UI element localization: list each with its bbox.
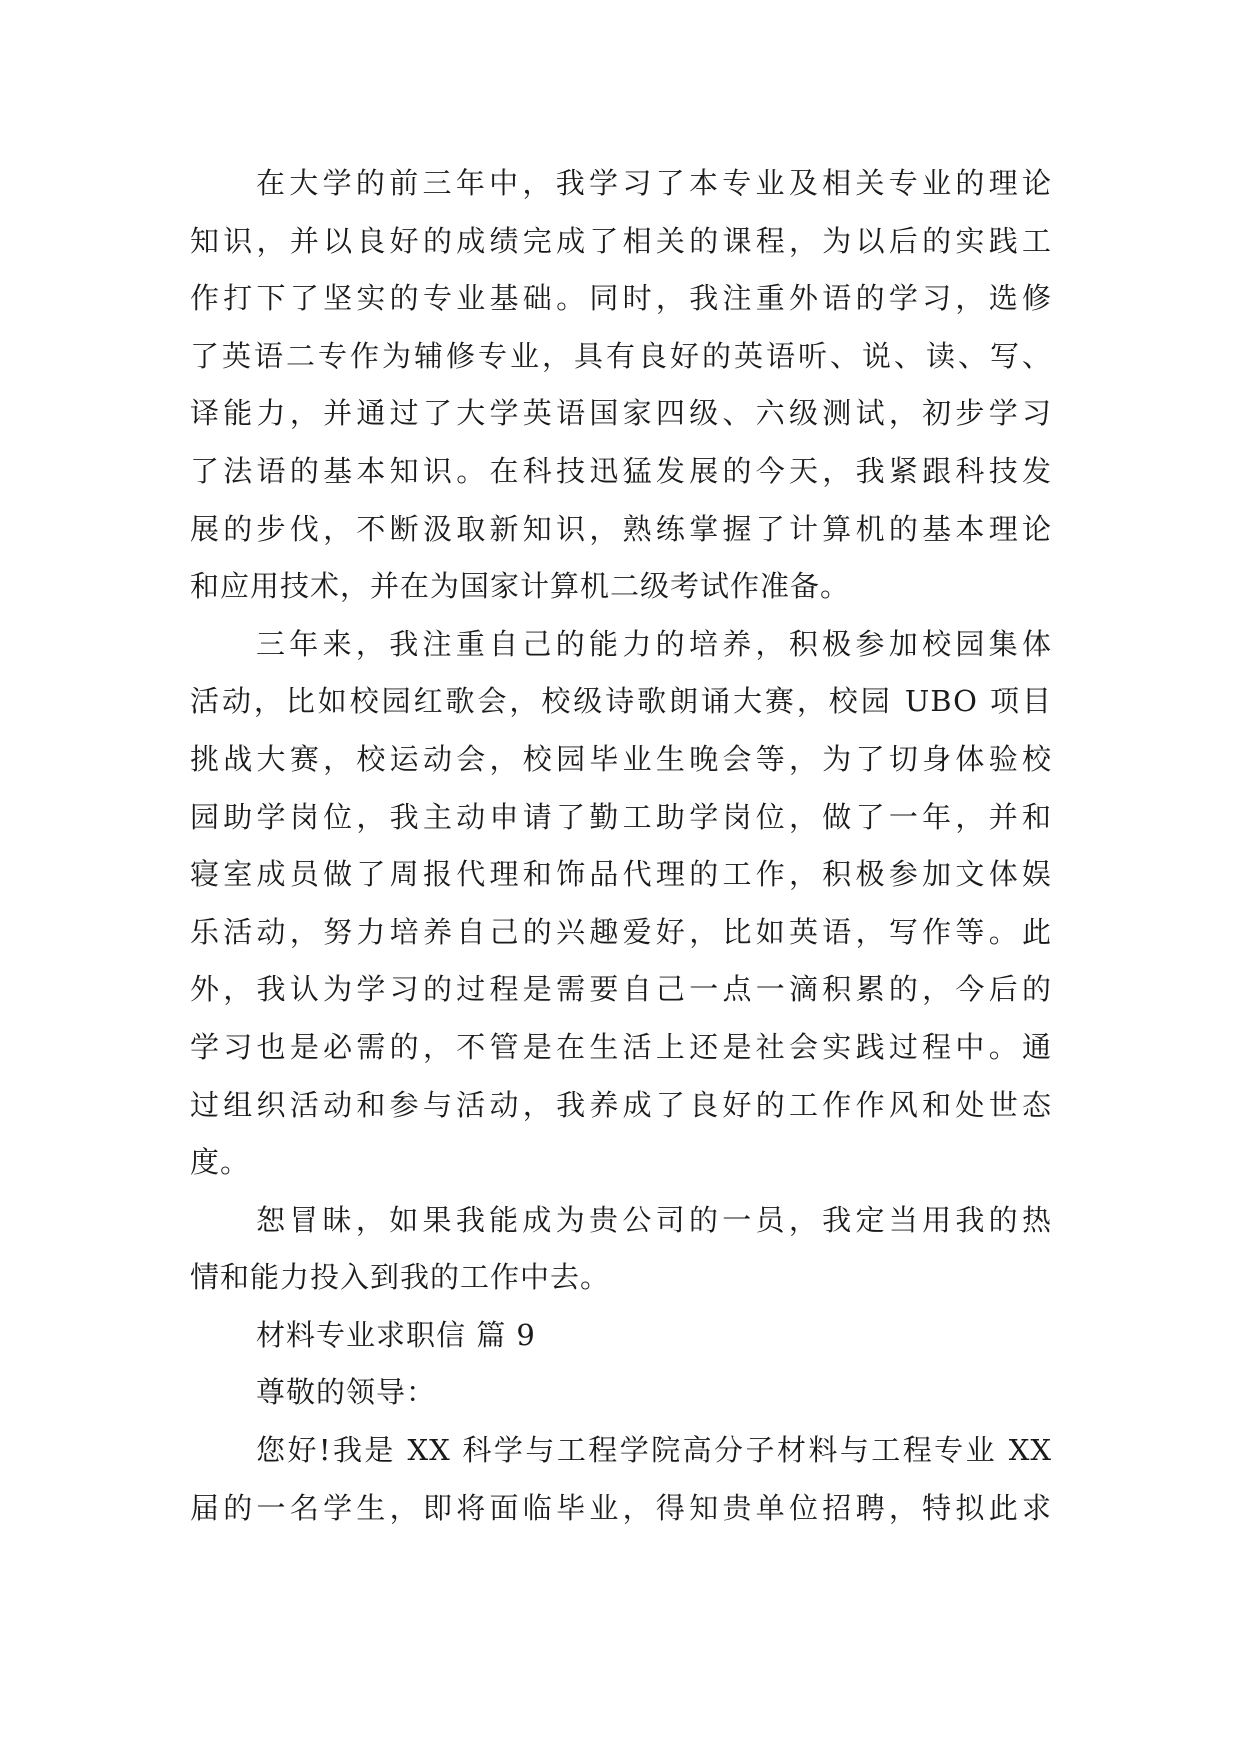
- text-line: 您好!我是 XX 科学与工程学院高分子材料与工程专业 XX: [256, 1433, 1052, 1468]
- text-line: 学习也是必需的，不管是在生活上还是社会实践过程中。通: [190, 1029, 1052, 1064]
- section-heading: 材料专业求职信 篇 9: [256, 1317, 536, 1352]
- text-line: 展的步伐，不断汲取新知识，熟练掌握了计算机的基本理论: [190, 511, 1052, 546]
- text-line: 挑战大赛，校运动会，校园毕业生晚会等，为了切身体验校: [190, 741, 1052, 776]
- text-line: 和应用技术，并在为国家计算机二级考试作准备。: [190, 569, 851, 604]
- text-line: 译能力，并通过了大学英语国家四级、六级测试，初步学习: [190, 396, 1052, 431]
- text-line: 活动，比如校园红歌会，校级诗歌朗诵大赛，校园 UBO 项目: [190, 684, 1052, 719]
- text-line: 寝室成员做了周报代理和饰品代理的工作，积极参加文体娱: [190, 857, 1052, 892]
- text-line: 知识，并以良好的成绩完成了相关的课程，为以后的实践工: [190, 223, 1052, 258]
- body-text: [190, 155, 1052, 1537]
- text-line: 情和能力投入到我的工作中去。: [190, 1260, 611, 1295]
- text-line: 了英语二专作为辅修专业，具有良好的英语听、说、读、写、: [190, 338, 1052, 373]
- salutation: 尊敬的领导：: [256, 1375, 437, 1410]
- text-line: 在大学的前三年中，我学习了本专业及相关专业的理论: [256, 166, 1052, 200]
- text-line: 作打下了坚实的专业基础。同时，我注重外语的学习，选修: [190, 281, 1052, 316]
- text-line: 过组织活动和参与活动，我养成了良好的工作作风和处世态: [190, 1087, 1052, 1122]
- text-line: 恕冒昧，如果我能成为贵公司的一员，我定当用我的热: [256, 1202, 1052, 1237]
- text-line: 了法语的基本知识。在科技迅猛发展的今天，我紧跟科技发: [190, 453, 1052, 488]
- text-line: 乐活动，努力培养自己的兴趣爱好，比如英语，写作等。此: [190, 914, 1052, 949]
- text-line: 园助学岗位，我主动申请了勤工助学岗位，做了一年，并和: [190, 799, 1052, 834]
- text-line: 三年来，我注重自己的能力的培养，积极参加校园集体: [256, 626, 1052, 661]
- text-line: 届的一名学生，即将面临毕业，得知贵单位招聘，特拟此求: [190, 1490, 1052, 1525]
- text-line: 度。: [190, 1145, 251, 1180]
- text-line: 外，我认为学习的过程是需要自己一点一滴积累的，今后的: [190, 972, 1052, 1007]
